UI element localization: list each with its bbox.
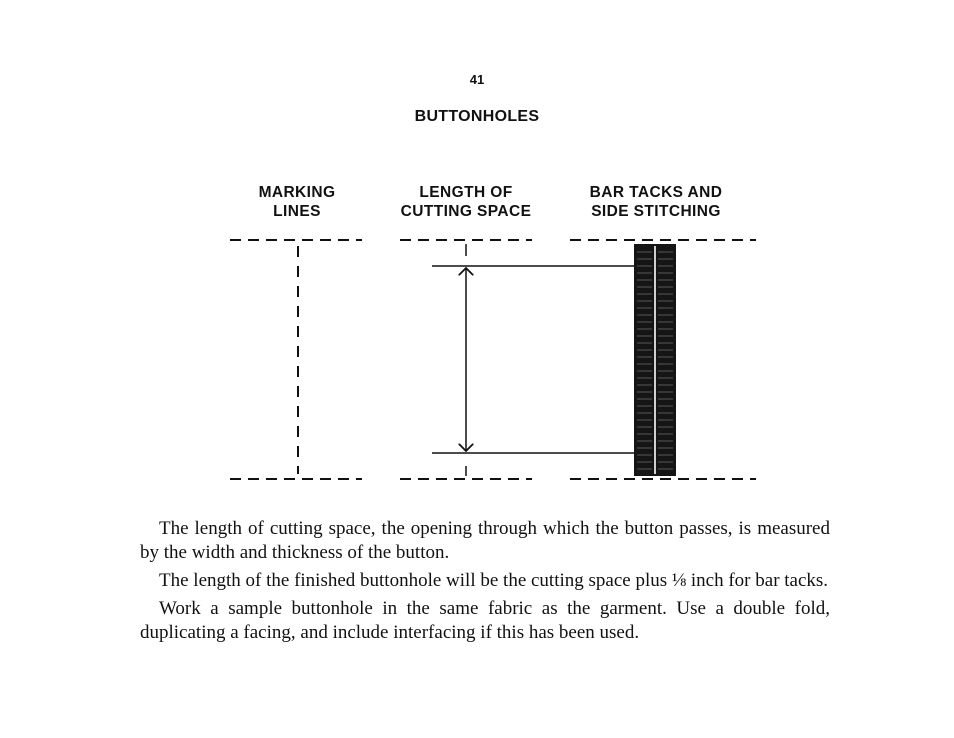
- bar-tacks-figure: [570, 240, 756, 479]
- cutting-space-figure: [400, 240, 636, 479]
- label-marking-lines-line1: MARKING: [258, 184, 336, 201]
- label-cutting-space-line2: CUTTING SPACE: [400, 203, 532, 220]
- page-number: 41: [469, 72, 485, 87]
- label-cutting-space-line1: LENGTH OF: [419, 184, 513, 201]
- body-text: [140, 517, 830, 649]
- page-title: BUTTONHOLES: [414, 108, 540, 125]
- paragraph-2: The length of the finished buttonhole will be the cutting space plus ⅛ inch for bar tacks.: [159, 570, 829, 591]
- paragraph-1: The length of cutting space, the opening through which the button passes, is measured by the width and thickness of the button.: [140, 518, 830, 563]
- label-marking-lines-line2: LINES: [273, 203, 321, 220]
- label-bar-tacks-line2: SIDE STITCHING: [591, 203, 721, 220]
- label-bar-tacks-line1: BAR TACKS AND: [589, 184, 723, 201]
- marking-lines-figure: [230, 240, 362, 479]
- paragraph-3: Work a sample buttonhole in the same fabric as the garment. Use a double fold, duplicating a facing, and include interfacing if this has been used.: [140, 598, 830, 643]
